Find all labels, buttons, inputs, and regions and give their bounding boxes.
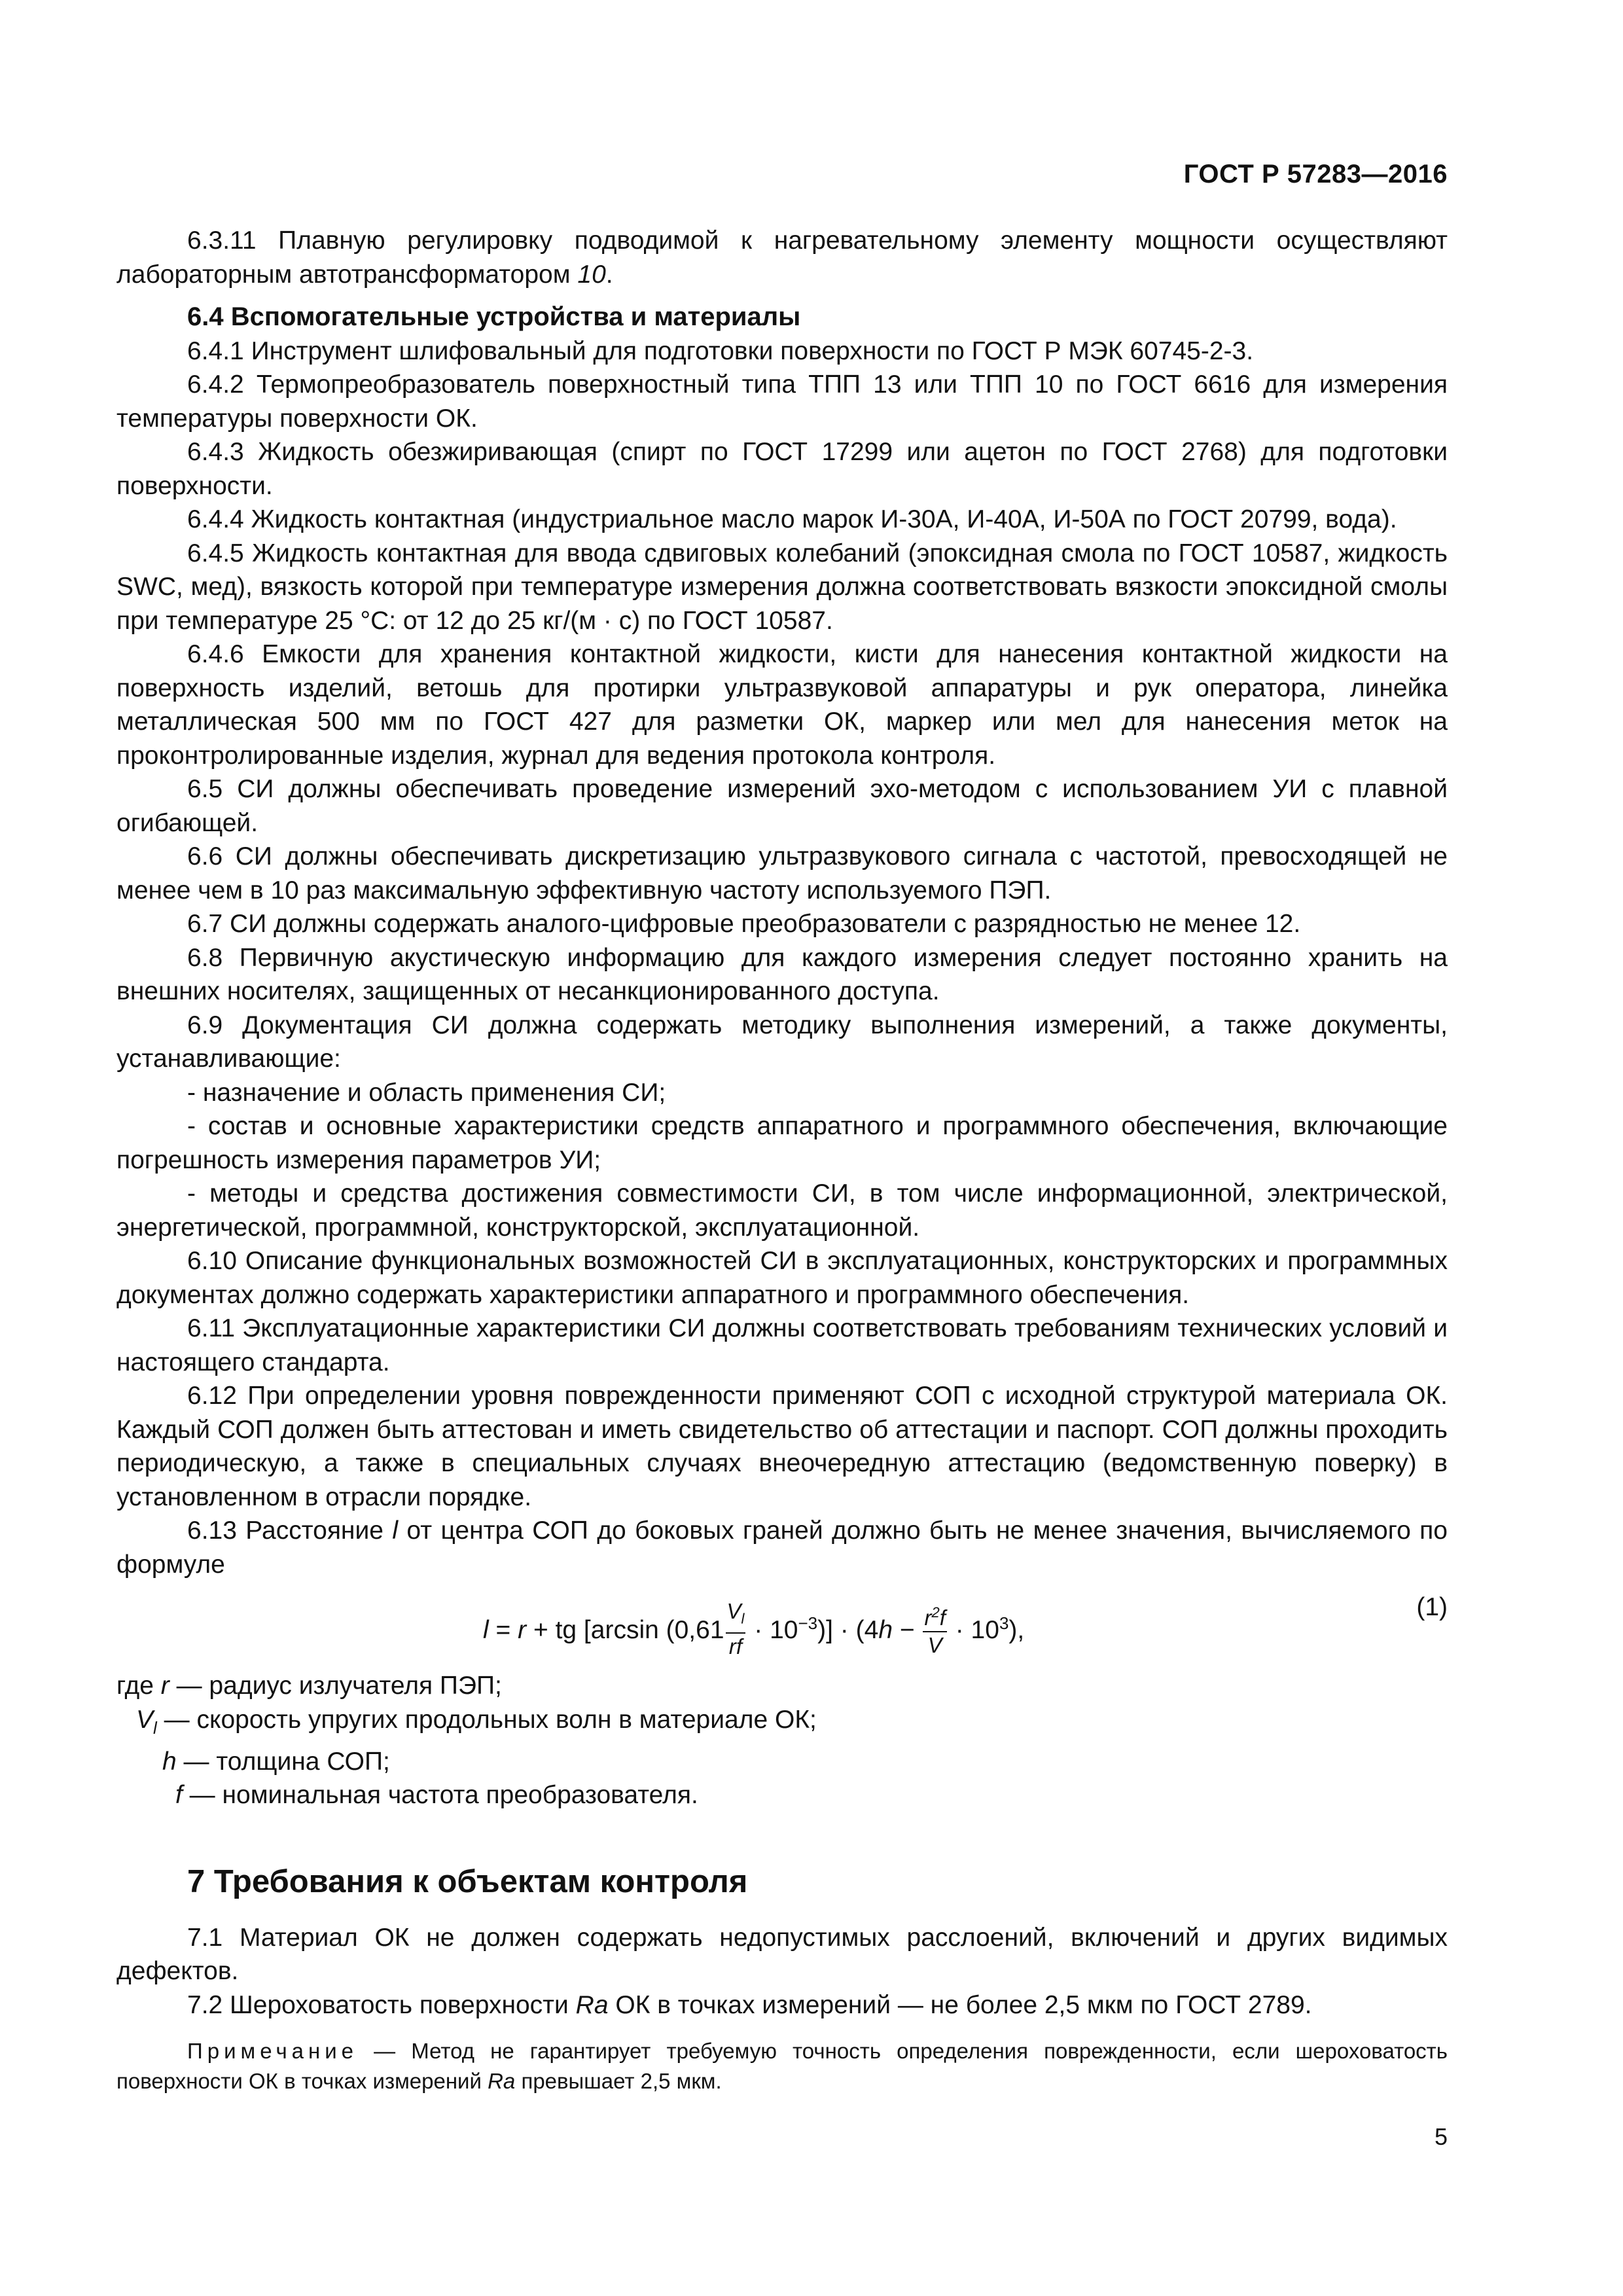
variable-description: — радиус излучателя ПЭП;: [169, 1672, 502, 1700]
formula-h: h: [878, 1616, 893, 1645]
page-number: 5: [1434, 2123, 1448, 2150]
paragraph-item: 6.8 Первичную акустическую информацию для каждого измерения следует постоянно хранить на внешних носителях, защищенных от несанкционированного доступа.: [116, 943, 1448, 1005]
subsection-title-6-4: 6.4 Вспомогательные устройства и материалы: [187, 302, 801, 331]
formula-fraction-2: [923, 1600, 946, 1659]
equation-number: (1): [1416, 1593, 1448, 1621]
note-after: превышает 2,5 мкм.: [515, 2069, 722, 2094]
fraction-2-numerator: $r^2f$: [923, 1600, 946, 1632]
formula-lhs: l: [483, 1616, 489, 1645]
variable-definition: [116, 1669, 1448, 1703]
paragraph-item: 6.5 СИ должны обеспечивать проведение измерений эхо-методом с использованием УИ с плавной огибающей.: [116, 775, 1448, 837]
formula-block: [116, 1590, 1448, 1662]
paragraph-item: - методы и средства достижения совместимости СИ, в том числе информационной, электрической, энергетической, программной, конструкторской, эксплуатационной.: [116, 1179, 1448, 1242]
ref-10: 10: [577, 260, 606, 289]
formula-1: [483, 1601, 1024, 1662]
paragraph-list: [116, 334, 1448, 1515]
paragraph-item: - назначение и область применения СИ;: [187, 1078, 666, 1107]
paragraph-item: - состав и основные характеристики средств аппаратного и программного обеспечения, включающие погрешность измерения параметров УИ;: [116, 1112, 1448, 1174]
variable-definitions: [116, 1669, 1448, 1812]
paragraph-item: 6.10 Описание функциональных возможностей СИ в эксплуатационных, конструкторских и программных документах должно содержать характеристики аппаратного и программного обеспечения.: [116, 1247, 1448, 1309]
p613-before: 6.13 Расстояние: [187, 1516, 393, 1545]
paragraph-item: 6.12 При определении уровня поврежденности применяют СОП с исходной структурой материала ОК. Каждый СОП должен быть аттестован и иметь свидетельство об аттестации и паспорт. СОП должны проходить периодическую, а также в специальных случаях внеочередную аттестацию (ведомственную поверку) в установленном в отрасли порядке.: [116, 1382, 1448, 1511]
paragraph-item: 6.4.1 Инструмент шлифовальный для подготовки поверхности по ГОСТ Р МЭК 60745-2-3.: [187, 336, 1254, 365]
note-label: Примечание: [187, 2039, 359, 2064]
formula-part2: + tg [arcsin (0,61: [526, 1616, 724, 1645]
paragraph-item: 6.7 СИ должны содержать аналого-цифровые преобразователи с разрядностью не менее 12.: [187, 910, 1301, 938]
formula-exp1: −3: [798, 1613, 818, 1634]
variable-description: — толщина СОП;: [176, 1747, 390, 1776]
formula-part4: )] · (4: [817, 1616, 879, 1645]
variable-subscript: l: [153, 1717, 157, 1738]
paragraph-6-13: [116, 1514, 1448, 1581]
paragraph-item: 6.4.5 Жидкость контактная для ввода сдвиговых колебаний (эпоксидная смола по ГОСТ 10587, жидкость SWC, мед), вязкость которой при температуре измерения должна соответствовать вязкости эпоксидной смолы при температуре 25 °С: от 12 до 25 кг/(м · с) по ГОСТ 10587.: [116, 539, 1448, 635]
p72-before: 7.2 Шероховатость поверхности: [187, 1990, 576, 2019]
formula-r: r: [518, 1616, 527, 1645]
note-var: Ra: [488, 2069, 516, 2094]
paragraph-item: 6.9 Документация СИ должна содержать методику выполнения измерений, а также документы, устанавливающие:: [116, 1011, 1448, 1073]
formula-exp2: 3: [999, 1613, 1009, 1634]
formula-part1: =: [488, 1616, 518, 1645]
p613-var: l: [392, 1516, 399, 1545]
paragraph-item: 6.4.4 Жидкость контактная (индустриальное масло марок И-30А, И-40А, И-50А по ГОСТ 20799, вода).: [187, 505, 1397, 533]
fraction-2-denominator: V: [927, 1632, 942, 1657]
section-7-title: 7 Требования к объектам контроля: [187, 1863, 748, 1899]
variable-definition: [116, 1778, 1448, 1812]
p72-after: ОК в точках измерений — не более 2,5 мкм по ГОСТ 2789.: [608, 1990, 1312, 2019]
paragraph-item: 6.4.6 Емкости для хранения контактной жидкости, кисти для нанесения контактной жидкости на поверхность изделий, ветошь для протирки ультразвуковой аппаратуры и рук оператора, линейка металлическая 500 мм по ГОСТ 427 для разметки ОК, маркер или мел для нанесения меток на проконтролированные изделия, журнал для ведения протокола контроля.: [116, 640, 1448, 770]
paragraph-6-3-11: [116, 224, 1448, 291]
variable-definition: [116, 1745, 1448, 1779]
fraction-1-denominator: rf: [728, 1634, 743, 1659]
variable-symbol: V: [136, 1705, 154, 1734]
document-header: ГОСТ Р 57283—2016: [1183, 160, 1448, 188]
variable-definition: [116, 1703, 1448, 1745]
variable-symbol: h: [162, 1747, 177, 1776]
formula-part6: · 10: [948, 1616, 999, 1645]
paragraph-7-1: 7.1 Материал ОК не должен содержать недопустимых расслоений, включений и других видимых дефектов.: [116, 1923, 1448, 1986]
paragraph-6-3-11-text: 6.3.11 Плавную регулировку подводимой к нагревательному элементу мощности осуществляют лабораторным автотрансформатором 10.: [116, 226, 1448, 289]
paragraph-item: 6.4.3 Жидкость обезжиривающая (спирт по ГОСТ 17299 или ацетон по ГОСТ 2768) для подготовки поверхности.: [116, 438, 1448, 500]
paragraph-item: 6.4.2 Термопреобразователь поверхностный типа ТПП 13 или ТПП 10 по ГОСТ 6616 для измерения температуры поверхности ОК.: [116, 370, 1448, 433]
paragraph-item: 6.11 Эксплуатационные характеристики СИ должны соответствовать требованиям технических условий и настоящего стандарта.: [116, 1314, 1448, 1376]
formula-part7: ),: [1008, 1616, 1025, 1645]
fraction-1-numerator: $V_l$: [726, 1598, 746, 1634]
variable-symbol: r: [160, 1672, 169, 1700]
document-body: [116, 224, 1448, 2096]
formula-part3: · 10: [747, 1616, 798, 1645]
formula-fraction-1: [726, 1598, 746, 1660]
note-before: — Метод не гарантирует требуемую точность определения поврежденности, если шероховатость поверхности ОК в точках измерений: [116, 2039, 1448, 2094]
where-prefix: где: [116, 1672, 161, 1700]
paragraph-item: 6.6 СИ должны обеспечивать дискретизацию ультразвукового сигнала с частотой, превосходящей не менее чем в 10 раз максимальную эффективную частоту используемого ПЭП.: [116, 842, 1448, 905]
paragraph-7-2: [116, 1988, 1448, 2022]
variable-description: — номинальная частота преобразователя.: [182, 1781, 698, 1810]
p613-after: от центра СОП до боковых граней должно быть не менее значения, вычисляемого по формуле: [116, 1516, 1448, 1579]
p72-var: Ra: [575, 1990, 609, 2019]
variable-description: — скорость упругих продольных волн в материале ОК;: [156, 1705, 817, 1734]
note-paragraph: [116, 2036, 1448, 2096]
variable-symbol: f: [175, 1781, 183, 1810]
formula-part5: −: [893, 1616, 922, 1645]
